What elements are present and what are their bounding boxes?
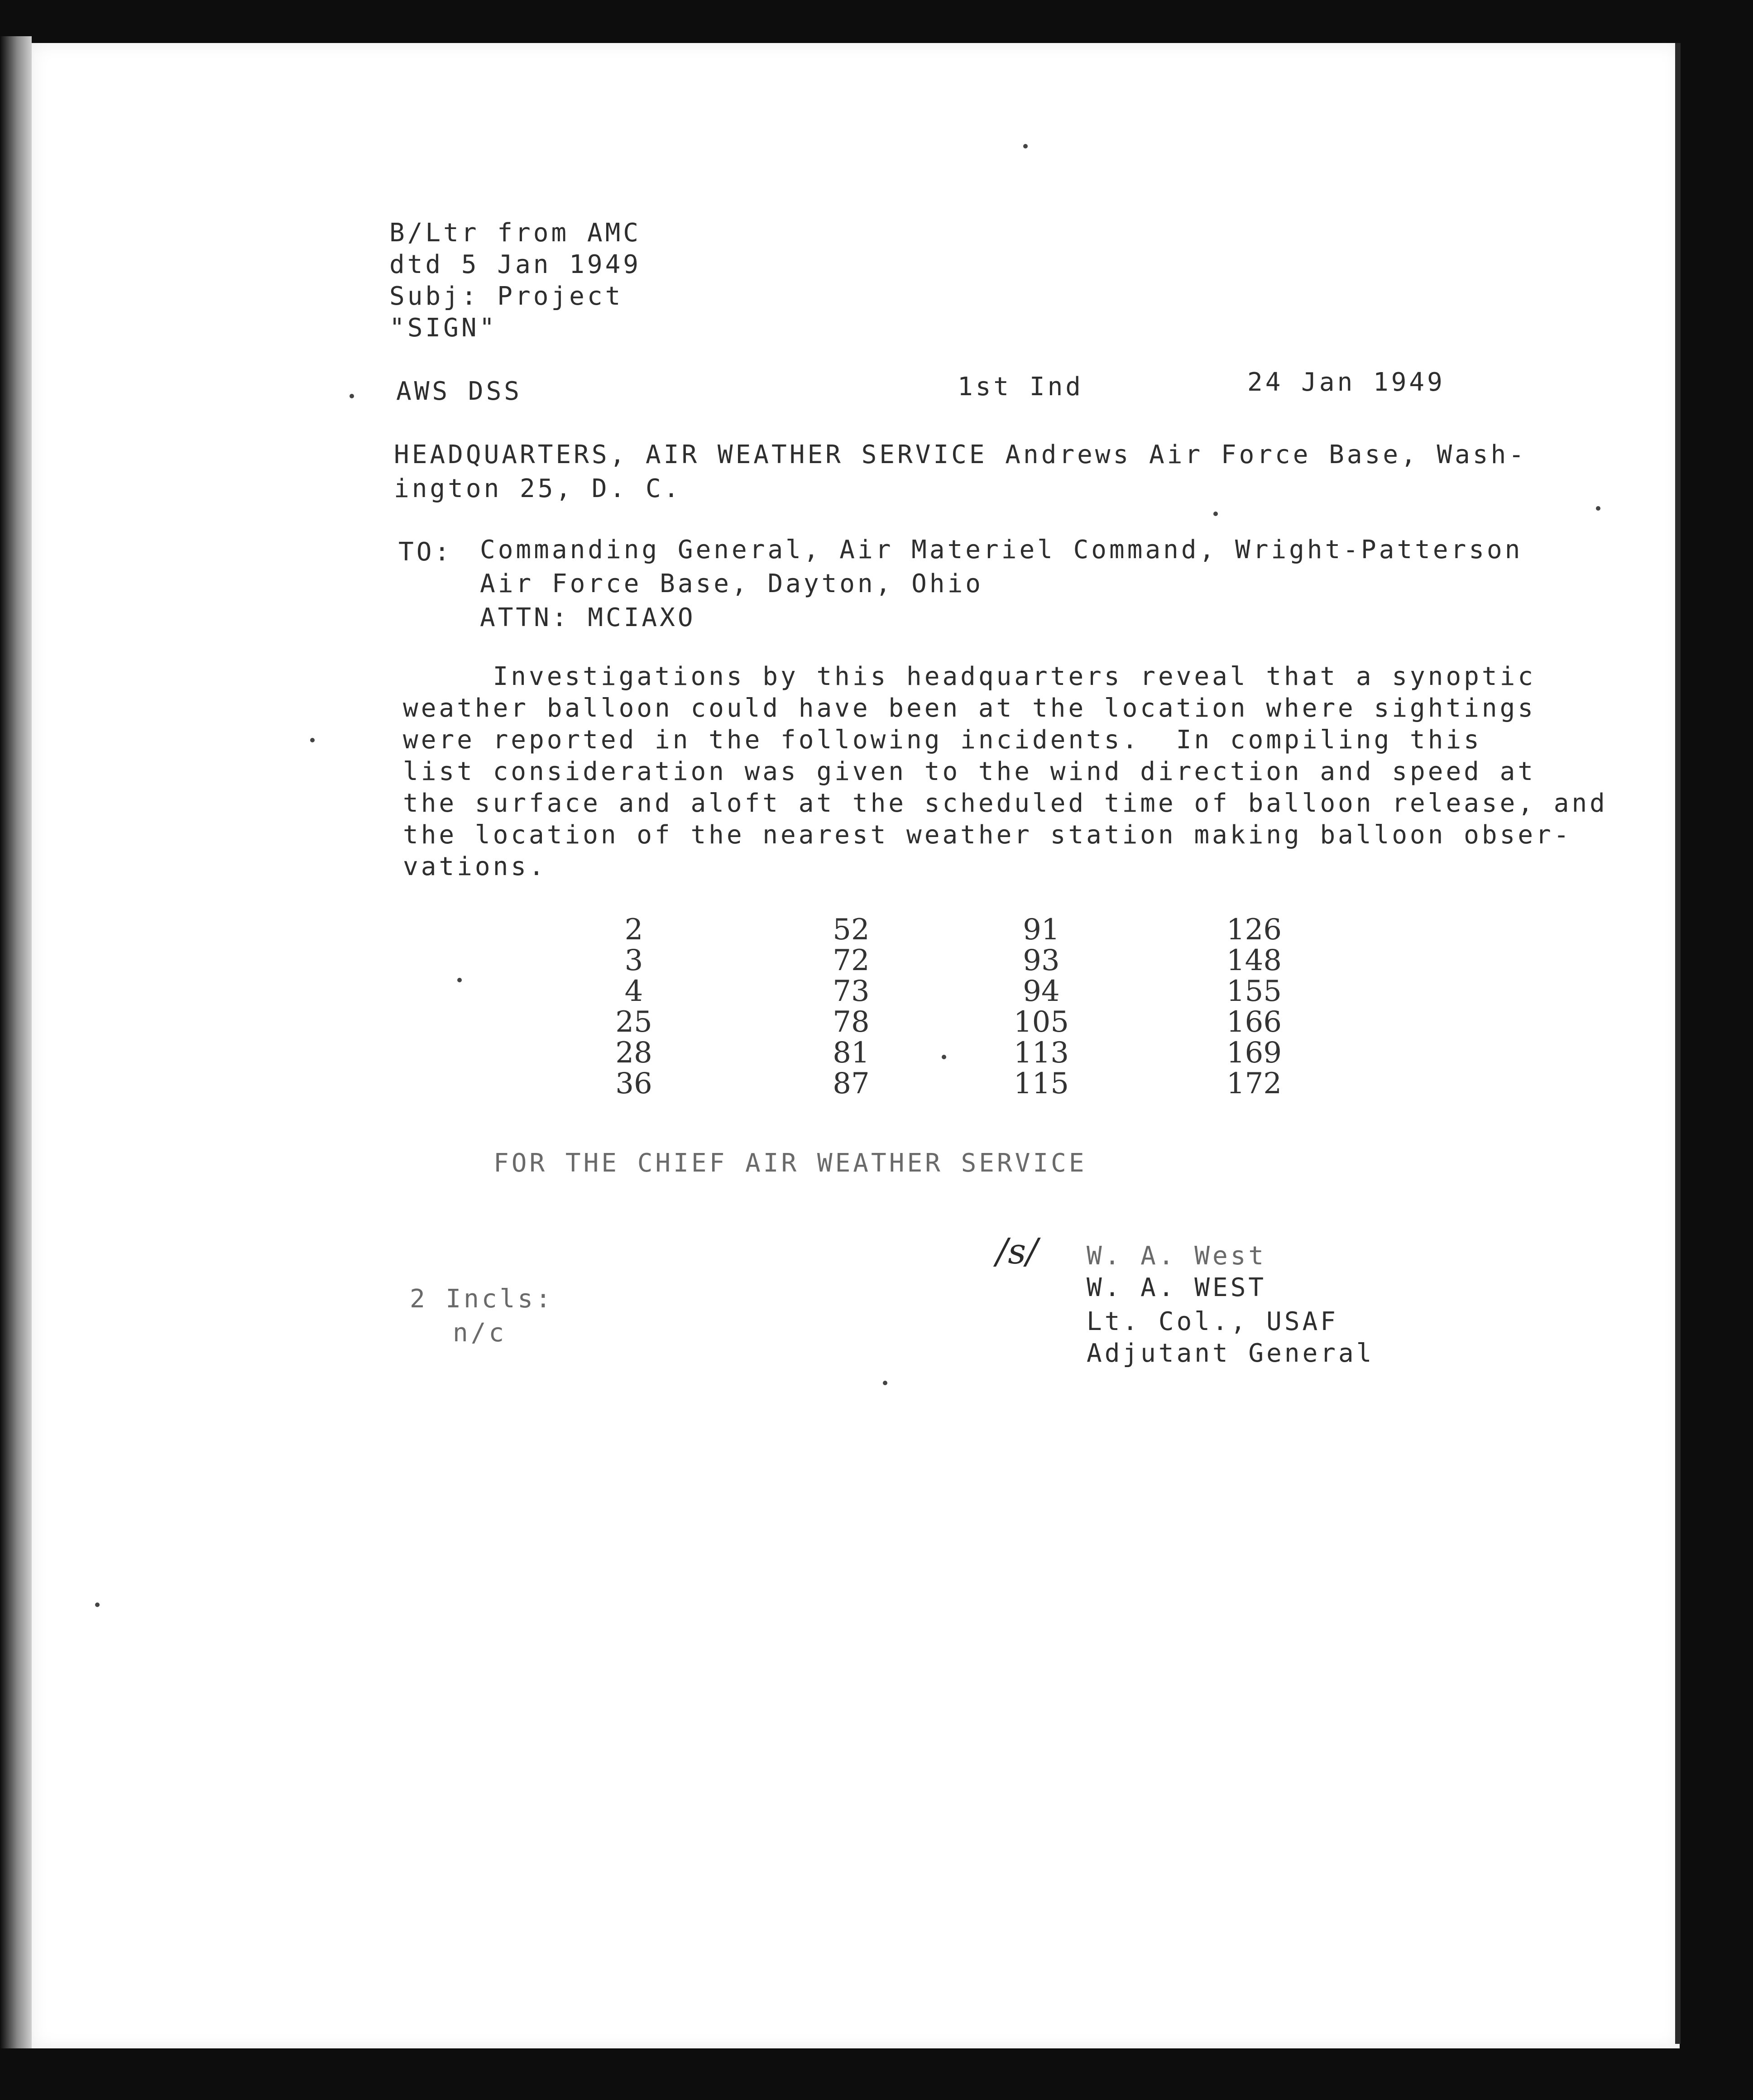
signed-name: W. A. West bbox=[1087, 1241, 1267, 1271]
body-line-1: Investigations by this headquarters reveal that a synoptic bbox=[403, 662, 1536, 691]
incident-number: 52 bbox=[833, 913, 870, 947]
body-line-6: the location of the nearest weather station making balloon obser- bbox=[403, 820, 1572, 850]
scan-speck bbox=[942, 1055, 946, 1059]
scan-speck bbox=[1596, 506, 1600, 511]
to-label: TO: bbox=[398, 537, 453, 567]
incident-number: 115 bbox=[1013, 1067, 1069, 1100]
scan-speck bbox=[457, 978, 462, 982]
scan-left-border bbox=[0, 36, 32, 2064]
office-symbol: AWS DSS bbox=[396, 377, 522, 406]
incident-column-2 bbox=[806, 914, 896, 1099]
reference-line-1: B/Ltr from AMC bbox=[389, 218, 642, 248]
scan-speck bbox=[1023, 144, 1028, 148]
incident-number: 113 bbox=[1013, 1036, 1069, 1070]
incident-number: 91 bbox=[1023, 913, 1060, 947]
incident-column-4 bbox=[1209, 914, 1299, 1099]
from-line-1: HEADQUARTERS, AIR WEATHER SERVICE Andrews Air Force Base, Wash- bbox=[394, 440, 1527, 469]
incident-number: 166 bbox=[1226, 1005, 1282, 1039]
typed-name: W. A. WEST bbox=[1087, 1273, 1267, 1302]
scan-speck bbox=[1213, 512, 1218, 516]
incident-column-3 bbox=[996, 914, 1087, 1099]
scan-right-border bbox=[1680, 0, 1753, 2100]
scan-speck bbox=[883, 1381, 887, 1385]
body-line-2: weather balloon could have been at the location where sightings bbox=[403, 694, 1536, 723]
incident-number: 105 bbox=[1013, 1005, 1069, 1039]
signer-rank: Lt. Col., USAF bbox=[1087, 1307, 1339, 1336]
for-the-chief-line: FOR THE CHIEF AIR WEATHER SERVICE bbox=[493, 1148, 1087, 1178]
incident-number: 2 bbox=[624, 913, 643, 947]
incident-number: 73 bbox=[833, 975, 870, 1008]
signer-title: Adjutant General bbox=[1087, 1339, 1375, 1368]
incident-number: 81 bbox=[833, 1036, 870, 1070]
incident-number: 155 bbox=[1226, 975, 1282, 1008]
body-line-3: were reported in the following incidents. In compiling this bbox=[403, 725, 1482, 755]
incident-column-1 bbox=[589, 914, 679, 1099]
attention-line: ATTN: MCIAXO bbox=[480, 603, 696, 632]
from-line-2: ington 25, D. C. bbox=[394, 474, 682, 503]
scan-bottom-border bbox=[0, 2048, 1753, 2100]
incident-number: 78 bbox=[833, 1005, 870, 1039]
enclosures-line-2: n/c bbox=[453, 1318, 507, 1348]
incident-number: 4 bbox=[624, 975, 643, 1008]
incident-number: 126 bbox=[1226, 913, 1282, 947]
indorsement-date: 24 Jan 1949 bbox=[1247, 368, 1445, 397]
body-line-7: vations. bbox=[403, 852, 547, 881]
body-line-4: list consideration was given to the wind direction and speed at bbox=[403, 757, 1536, 786]
incident-number: 28 bbox=[615, 1036, 652, 1070]
indorsement-label: 1st Ind bbox=[958, 372, 1084, 402]
incident-number: 36 bbox=[615, 1067, 652, 1100]
incident-number: 87 bbox=[833, 1067, 870, 1100]
reference-line-2: dtd 5 Jan 1949 bbox=[389, 250, 642, 279]
incident-number: 169 bbox=[1226, 1036, 1282, 1070]
to-line-2: Air Force Base, Dayton, Ohio bbox=[480, 569, 984, 598]
incident-number: 25 bbox=[615, 1005, 652, 1039]
scan-speck bbox=[95, 1603, 100, 1607]
incident-number: 93 bbox=[1023, 944, 1060, 977]
body-line-5: the surface and aloft at the scheduled time of balloon release, and bbox=[403, 789, 1608, 818]
signature-mark: /s/ bbox=[996, 1231, 1038, 1272]
incident-number: 148 bbox=[1226, 944, 1282, 977]
scan-speck bbox=[350, 394, 354, 398]
page-edge-shadow bbox=[1675, 43, 1681, 2044]
scan-speck bbox=[310, 738, 315, 742]
reference-line-3: Subj: Project bbox=[389, 282, 623, 311]
incident-number: 94 bbox=[1023, 975, 1060, 1008]
incident-number: 172 bbox=[1226, 1067, 1282, 1100]
reference-line-4: "SIGN" bbox=[389, 313, 498, 343]
enclosures-line-1: 2 Incls: bbox=[410, 1284, 554, 1314]
incident-number: 72 bbox=[833, 944, 870, 977]
to-line-1: Commanding General, Air Materiel Command, Wright-Patterson bbox=[480, 535, 1523, 564]
scan-top-border bbox=[0, 0, 1753, 43]
incident-number: 3 bbox=[624, 944, 643, 977]
